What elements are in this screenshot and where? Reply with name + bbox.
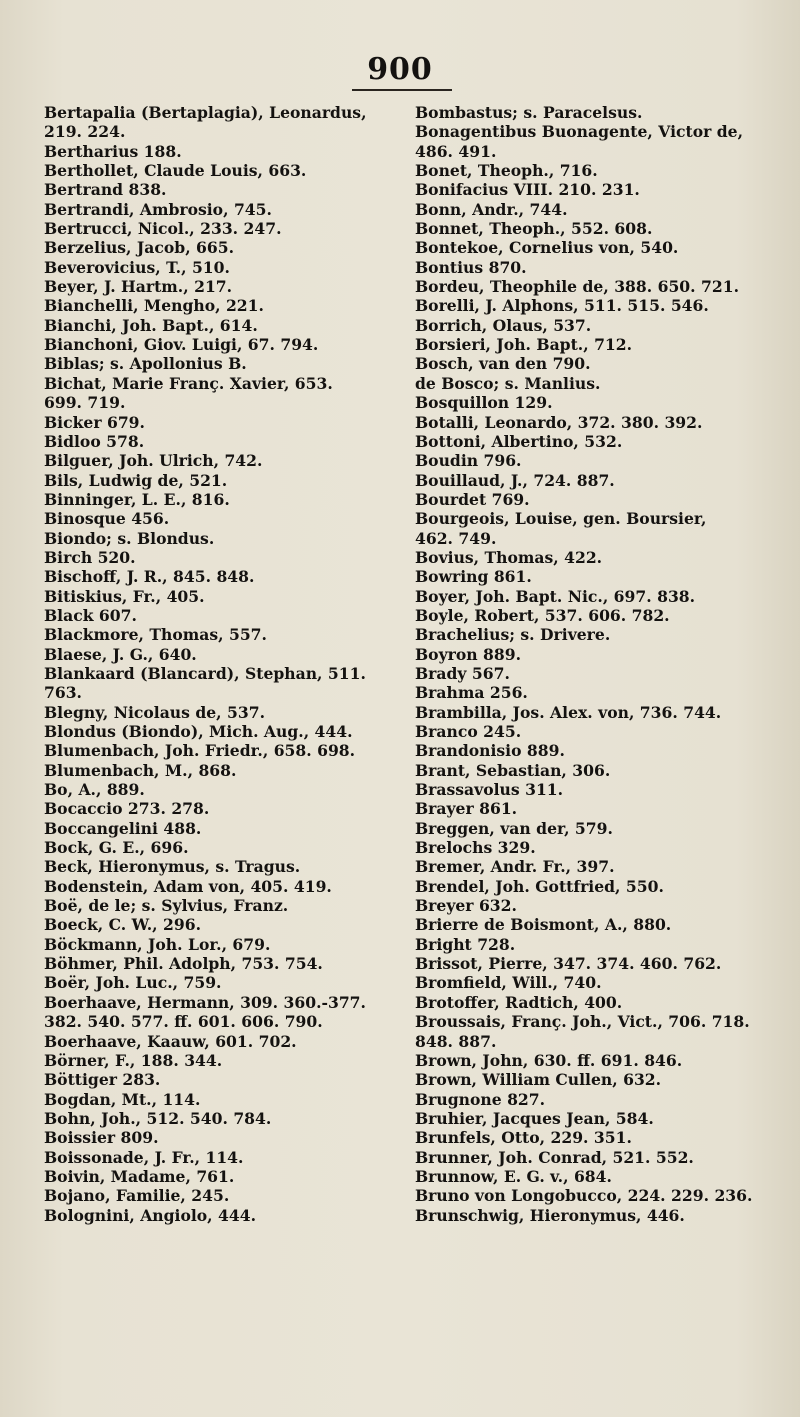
index-entry (44, 335, 394, 354)
index-entry (44, 238, 394, 257)
entry-text: Breggen, van der, 579. (415, 818, 613, 838)
entry-text: Binosque 456. (44, 509, 170, 529)
index-entry (44, 161, 394, 180)
index-entry (44, 954, 394, 973)
index-entry (415, 1148, 767, 1167)
index-entry (415, 219, 767, 238)
entry-text: Bonn, Andr., 744. (415, 199, 568, 219)
entry-text: Bianchi, Joh. Bapt., 614. (44, 315, 258, 335)
entry-text: Binninger, L. E., 816. (44, 489, 230, 509)
entry-text: Bosch, van den 790. (415, 354, 591, 374)
index-entry (44, 1186, 394, 1205)
index-entry (44, 413, 394, 432)
index-entry (44, 471, 394, 490)
entry-text: Brunner, Joh. Conrad, 521. 552. (415, 1147, 694, 1167)
index-entry (415, 838, 767, 857)
index-entry (415, 413, 767, 432)
entry-text: Bourdet 769. (415, 489, 530, 509)
index-entry (415, 1051, 767, 1070)
index-entry (415, 664, 767, 683)
entry-text: Bock, G. E., 696. (44, 838, 189, 858)
entry-text: Boyer, Joh. Bapt. Nic., 697. 838. (415, 586, 696, 606)
entry-text: Bovius, Thomas, 422. (415, 547, 603, 567)
index-entry (44, 354, 394, 373)
entry-text: Bolognini, Angiolo, 444. (44, 1205, 257, 1225)
index-entry (415, 374, 767, 393)
entry-text: Brayer 861. (415, 799, 518, 819)
index-entry (415, 432, 767, 451)
entry-text: Bonet, Theoph., 716. (415, 161, 598, 181)
entry-text: Blaese, J. G., 640. (44, 644, 197, 664)
index-entry (44, 103, 394, 142)
index-entry (44, 838, 394, 857)
entry-continuation: 486. 491. (415, 141, 497, 161)
entry-text: Bremer, Andr. Fr., 397. (415, 857, 615, 877)
index-entry (44, 857, 394, 876)
index-entry (44, 374, 394, 413)
entry-text: Beverovicius, T., 510. (44, 257, 230, 277)
entry-text: Bourgeois, Louise, gen. Boursier, (415, 509, 707, 529)
entry-text: Böttiger 283. (44, 1070, 161, 1090)
entry-text: Börner, F., 188. 344. (44, 1050, 223, 1070)
entry-text: Brant, Sebastian, 306. (415, 760, 611, 780)
index-entry (44, 664, 394, 703)
index-entry (415, 509, 767, 548)
entry-text: Bertapalia (Bertaplagia), Leonardus, (44, 103, 367, 122)
entry-continuation: 848. 887. (415, 1031, 497, 1051)
entry-text: Bontekoe, Cornelius von, 540. (415, 238, 679, 258)
entry-text: Bertrucci, Nicol., 233. 247. (44, 219, 282, 239)
index-entry (415, 722, 767, 741)
index-entry (44, 935, 394, 954)
entry-text: Bonagentibus Buonagente, Victor de, (415, 122, 744, 142)
left-column (44, 103, 394, 1225)
index-entry (415, 180, 767, 199)
index-entry (415, 625, 767, 644)
entry-text: Brambilla, Jos. Alex. von, 736. 744. (415, 702, 722, 722)
entry-text: Boccangelini 488. (44, 818, 202, 838)
index-entry (415, 238, 767, 257)
entry-text: Bischoff, J. R., 845. 848. (44, 567, 255, 587)
index-entry (415, 761, 767, 780)
entry-text: Branco 245. (415, 722, 522, 741)
entry-text: Blumenbach, M., 868. (44, 760, 237, 780)
entry-continuation: 382. 540. 577. ff. 601. 606. 790. (44, 1012, 323, 1032)
entry-text: Bianchelli, Mengho, 221. (44, 296, 264, 316)
entry-text: Birch 520. (44, 547, 136, 567)
header-rule (352, 89, 452, 91)
entry-text: Blegny, Nicolaus de, 537. (44, 702, 265, 722)
entry-continuation: 462. 749. (415, 528, 497, 548)
index-entry (44, 529, 394, 548)
page-number: 900 (367, 52, 433, 87)
entry-text: Bertrand 838. (44, 180, 167, 200)
entry-text: Beyer, J. Hartm., 217. (44, 277, 233, 297)
index-entry (44, 567, 394, 586)
index-entry (415, 161, 767, 180)
entry-text: Berthollet, Claude Louis, 663. (44, 161, 307, 181)
entry-text: Bohn, Joh., 512. 540. 784. (44, 1108, 272, 1128)
entry-text: Bromfield, Will., 740. (415, 973, 602, 993)
index-entry (415, 567, 767, 586)
index-entry (44, 258, 394, 277)
index-entry (415, 741, 767, 760)
index-entry (44, 1032, 394, 1051)
index-entry (415, 1186, 767, 1205)
entry-text: Bocaccio 273. 278. (44, 799, 210, 819)
entry-text: Berzelius, Jacob, 665. (44, 238, 235, 258)
entry-text: Bertharius 188. (44, 141, 182, 161)
entry-text: Biblas; s. Apollonius B. (44, 354, 247, 374)
entry-text: Botalli, Leonardo, 372. 380. 392. (415, 412, 703, 432)
entry-text: Bianchoni, Giov. Luigi, 67. 794. (44, 335, 319, 355)
entry-text: Bidloo 578. (44, 431, 145, 451)
entry-text: Black 607. (44, 605, 137, 625)
index-entry (44, 490, 394, 509)
entry-text: Bonnet, Theoph., 552. 608. (415, 219, 653, 239)
entry-text: Boerhaave, Hermann, 309. 360.-377. (44, 992, 366, 1012)
index-entry (44, 587, 394, 606)
entry-text: Biondo; s. Blondus. (44, 528, 215, 548)
entry-text: Brissot, Pierre, 347. 374. 460. 762. (415, 954, 722, 974)
index-entry (415, 1090, 767, 1109)
entry-text: Bitiskius, Fr., 405. (44, 586, 205, 606)
entry-text: Brandonisio 889. (415, 741, 565, 761)
index-entry (44, 645, 394, 664)
entry-text: Brugnone 827. (415, 1089, 546, 1109)
index-entry (415, 490, 767, 509)
entry-text: Brunschwig, Hieronymus, 446. (415, 1205, 685, 1225)
entry-text: Broussais, Franç. Joh., Vict., 706. 718. (415, 1012, 750, 1032)
index-entry (44, 741, 394, 760)
entry-text: Brady 567. (415, 663, 510, 683)
index-entry (44, 973, 394, 992)
entry-text: Bosquillon 129. (415, 393, 553, 413)
index-entry (44, 1070, 394, 1089)
entry-text: Boeck, C. W., 296. (44, 915, 202, 935)
entry-text: Bontius 870. (415, 257, 527, 277)
index-entry (44, 548, 394, 567)
index-entry (44, 142, 394, 161)
entry-text: Boyle, Robert, 537. 606. 782. (415, 605, 670, 625)
index-entry (415, 1012, 767, 1051)
entry-text: Blumenbach, Joh. Friedr., 658. 698. (44, 741, 356, 761)
entry-text: Borelli, J. Alphons, 511. 515. 546. (415, 296, 709, 316)
entry-text: Boyron 889. (415, 644, 522, 664)
entry-text: Boivin, Madame, 761. (44, 1166, 235, 1186)
entry-text: Boissonade, J. Fr., 114. (44, 1147, 244, 1167)
index-entry (44, 509, 394, 528)
entry-text: Brendel, Joh. Gottfried, 550. (415, 876, 664, 896)
entry-text: Bottoni, Albertino, 532. (415, 431, 623, 451)
entry-text: Brelochs 329. (415, 838, 536, 858)
index-entry (44, 722, 394, 741)
index-entry (415, 103, 767, 122)
index-entry (415, 606, 767, 625)
index-entry (44, 896, 394, 915)
entry-text: Bils, Ludwig de, 521. (44, 470, 228, 490)
entry-text: Bo, A., 889. (44, 780, 145, 800)
entry-text: Borrich, Olaus, 537. (415, 315, 592, 335)
entry-text: Boër, Joh. Luc., 759. (44, 973, 222, 993)
entry-text: Brown, John, 630. ff. 691. 846. (415, 1050, 683, 1070)
index-entry (415, 335, 767, 354)
entry-text: Blackmore, Thomas, 557. (44, 625, 267, 645)
entry-text: Bodenstein, Adam von, 405. 419. (44, 876, 332, 896)
entry-text: Bertrandi, Ambrosio, 745. (44, 199, 272, 219)
entry-text: Bogdan, Mt., 114. (44, 1089, 201, 1109)
index-entry (415, 915, 767, 934)
entry-text: Böckmann, Joh. Lor., 679. (44, 934, 271, 954)
entry-text: Bright 728. (415, 934, 516, 954)
index-entry (44, 703, 394, 722)
index-entry (44, 877, 394, 896)
index-entry (44, 761, 394, 780)
entry-text: Boerhaave, Kaauw, 601. 702. (44, 1031, 297, 1051)
index-entry (415, 703, 767, 722)
index-entry (44, 1206, 394, 1225)
index-entry (44, 606, 394, 625)
index-entry (415, 393, 767, 412)
index-entry (415, 819, 767, 838)
index-entry (415, 857, 767, 876)
index-entry (44, 451, 394, 470)
entry-text: Brassavolus 311. (415, 780, 564, 800)
index-entry (415, 780, 767, 799)
index-entry (415, 973, 767, 992)
entry-text: Bichat, Marie Franç. Xavier, 653. (44, 373, 333, 393)
index-entry (44, 819, 394, 838)
entry-text: Breyer 632. (415, 896, 517, 916)
entry-text: Brierre de Boismont, A., 880. (415, 915, 672, 935)
index-entry (415, 1206, 767, 1225)
index-entry (415, 954, 767, 973)
entry-continuation: 699. 719. (44, 393, 126, 413)
entry-text: Bilguer, Joh. Ulrich, 742. (44, 451, 263, 471)
entry-text: Blondus (Biondo), Mich. Aug., 444. (44, 722, 353, 741)
index-entry (415, 645, 767, 664)
index-entry (415, 258, 767, 277)
index-entry (44, 625, 394, 644)
index-entry (415, 935, 767, 954)
entry-text: Bonifacius VIII. 210. 231. (415, 180, 640, 200)
index-entry (415, 1167, 767, 1186)
entry-text: Brown, William Cullen, 632. (415, 1070, 662, 1090)
entry-text: Boudin 796. (415, 451, 522, 471)
index-entry (415, 587, 767, 606)
index-entry (44, 180, 394, 199)
index-entry (415, 471, 767, 490)
index-entry (44, 1051, 394, 1070)
index-entry (44, 915, 394, 934)
index-entry (415, 316, 767, 335)
entry-text: Brachelius; s. Drivere. (415, 625, 611, 645)
index-entry (44, 316, 394, 335)
index-entry (415, 683, 767, 702)
index-entry (44, 277, 394, 296)
entry-text: Boissier 809. (44, 1128, 159, 1148)
entry-text: Brunfels, Otto, 229. 351. (415, 1128, 632, 1148)
entry-text: Borsieri, Joh. Bapt., 712. (415, 335, 633, 355)
index-entry (44, 200, 394, 219)
index-entry (44, 1148, 394, 1167)
index-entry (415, 799, 767, 818)
index-entry (44, 1090, 394, 1109)
entry-text: Bouillaud, J., 724. 887. (415, 470, 615, 490)
index-entry (415, 451, 767, 470)
entry-text: Boë, de le; s. Sylvius, Franz. (44, 896, 289, 916)
index-entry (44, 1109, 394, 1128)
entry-text: Blankaard (Blancard), Stephan, 511. (44, 663, 366, 683)
entry-text: Bicker 679. (44, 412, 145, 432)
index-entry (415, 277, 767, 296)
entry-text: Bordeu, Theophile de, 388. 650. 721. (415, 277, 739, 297)
index-entry (415, 548, 767, 567)
index-entry (415, 896, 767, 915)
index-entry (415, 200, 767, 219)
entry-text: Bombastus; s. Paracelsus. (415, 103, 643, 122)
index-entry (44, 1128, 394, 1147)
index-entry (44, 296, 394, 315)
entry-text: Bowring 861. (415, 567, 532, 587)
entry-text: Beck, Hieronymus, s. Tragus. (44, 857, 301, 877)
index-entry (415, 1128, 767, 1147)
right-column (415, 103, 767, 1225)
index-entry (415, 296, 767, 315)
index-entry (415, 993, 767, 1012)
index-entry (44, 1167, 394, 1186)
index-entry (44, 432, 394, 451)
index-entry (44, 799, 394, 818)
index-entry (415, 877, 767, 896)
entry-text: Brotoffer, Radtich, 400. (415, 992, 623, 1012)
index-entry (415, 354, 767, 373)
index-entry (415, 1109, 767, 1128)
index-entry (415, 1070, 767, 1089)
entry-text: Brunnow, E. G. v., 684. (415, 1166, 612, 1186)
index-entry (415, 122, 767, 161)
entry-text: Bruhier, Jacques Jean, 584. (415, 1108, 654, 1128)
index-entry (44, 993, 394, 1032)
entry-text: de Bosco; s. Manlius. (415, 373, 601, 393)
index-entry (44, 780, 394, 799)
entry-continuation: 219. 224. (44, 122, 126, 142)
entry-text: Bruno von Longobucco, 224. 229. 236. (415, 1186, 753, 1206)
entry-text: Böhmer, Phil. Adolph, 753. 754. (44, 954, 323, 974)
entry-text: Bojano, Familie, 245. (44, 1186, 230, 1206)
entry-text: Brahma 256. (415, 683, 528, 703)
index-entry (44, 219, 394, 238)
entry-continuation: 763. (44, 683, 82, 703)
